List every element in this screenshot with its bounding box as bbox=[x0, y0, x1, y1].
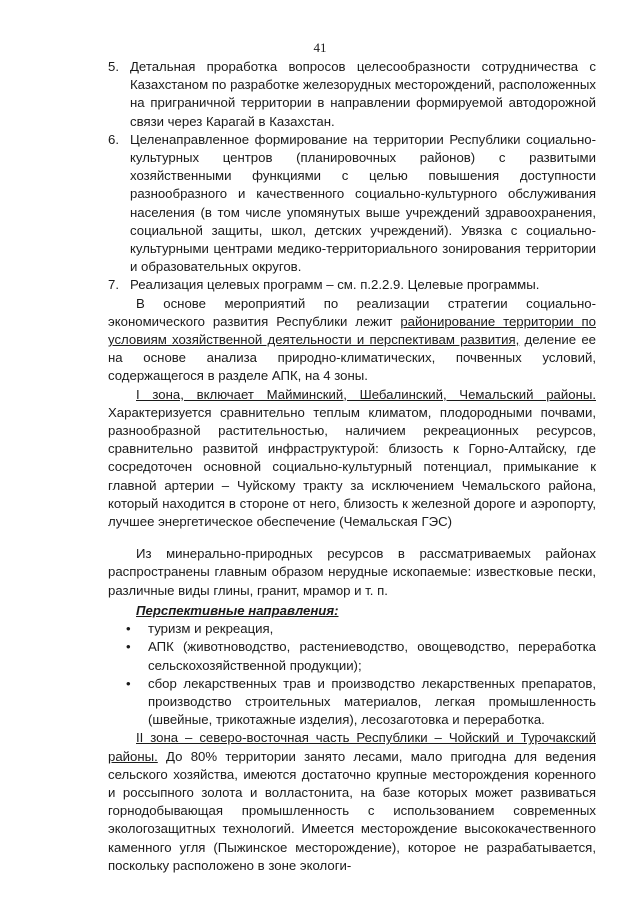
minerals-paragraph: Из минерально-природных ресурсов в рассматриваемых районах распространены главным образом нерудные ископаемые: известковые пески, различные виды глины, гранит, мрамор и т. п. bbox=[108, 546, 596, 598]
intro-text-end: деление ее на основе анализа природно-климатических, почвенных условий, содержащегося в разделе АПК, на 4 зоны. bbox=[108, 332, 596, 384]
direction-text: туризм и рекреация, bbox=[148, 621, 274, 637]
page-number: 41 bbox=[313, 40, 327, 55]
zone1-title: I зона, включает Майминский, Шебалинский, Чемальский районы. bbox=[136, 386, 596, 402]
item-text: Детальная проработка вопросов целесообразности сотрудничества с Казахстаном по разработке железорудных месторождений, расположенных на приграничной территории в направлении формируемой автодорожной связи через Карагай в Казахстан. bbox=[130, 59, 596, 129]
list-item bbox=[108, 620, 596, 638]
zone1-text: Характеризуется сравнительно теплым климатом, плодородными почвами, разнообразной растительностью, наличием рекреационных ресурсов, сравнительно развитой инфраструктурой: близость к Горно-Алтайску, где сосредоточен основной социально-культурный потенциал, примыкание к главной артерии – Чуйскому тракту за исключением Чемальского района, который находится в стороне от него, близость к железной дороге и аэропорту, лучшее энергетическое обеспечение (Чемальская ГЭС) bbox=[108, 404, 596, 530]
list-item-6 bbox=[108, 131, 596, 277]
intro-paragraph bbox=[108, 295, 596, 386]
intro-text: В основе мероприятий по реализации стратегии социально-экономического развития Республики лежит bbox=[108, 295, 596, 329]
document-body bbox=[108, 58, 596, 875]
zone2-text: До 80% территории занято лесами, мало пригодна для ведения сельского хозяйства, имеются достаточно крупные месторождения коренного и россыпного золота и волластонита, на базе которых может развиваться горнодобывающая промышленность с использованием современных экологозащитных технологий. Имеется месторождение высококачественного каменного угля (Пыжинское месторождение), которое не разрабатывается, поскольку расположено в зоне экологи- bbox=[108, 748, 596, 873]
list-item-5 bbox=[108, 58, 596, 131]
item-number: 7. bbox=[108, 277, 119, 293]
list-item-7 bbox=[108, 276, 596, 294]
list-item bbox=[108, 675, 596, 730]
direction-text: сбор лекарственных трав и производство лекарственных препаратов, производство строительных материалов, легкая промышленность (швейные, трикотажные изделия), лесозаготовка и переработка. bbox=[148, 675, 596, 728]
list-item bbox=[108, 638, 596, 674]
directions-heading: Перспективные направления: bbox=[136, 602, 339, 618]
item-text: Реализация целевых программ – см. п.2.2.9. Целевые программы. bbox=[130, 277, 540, 293]
zone2-title: II зона – северо-восточная часть Республики – Чойский и Турочакский районы. bbox=[108, 730, 596, 764]
paragraph-spacer bbox=[108, 531, 596, 545]
intro-underlined: районирование территории по условиям хозяйственной деятельности и перспективам развития, bbox=[108, 313, 596, 348]
item-number: 6. bbox=[108, 131, 119, 147]
item-text: Целенаправленное формирование на территории Республики социально-культурных центров (планировочных районов) с развитыми хозяйственными функциями с целью повышения доступности разнообразного и качественного социально-культурного обслуживания населения (в том числе упомянутых выше учреждений здравоохранения, социальной защиты, школ, детских учреждений). Увязка с социально-культурными центрами медико-территориального зонирования территории и образовательных округов. bbox=[130, 131, 596, 275]
bullet-icon: • bbox=[126, 639, 131, 655]
item-number: 5. bbox=[108, 59, 119, 74]
bullet-icon: • bbox=[126, 621, 131, 637]
direction-text: АПК (животноводство, растениеводство, овощеводство, переработка сельскохозяйственной продукции); bbox=[148, 639, 596, 673]
bullet-icon: • bbox=[126, 675, 131, 691]
zone2-paragraph bbox=[108, 729, 596, 875]
directions-list bbox=[108, 620, 596, 729]
zone1-paragraph bbox=[108, 386, 596, 532]
